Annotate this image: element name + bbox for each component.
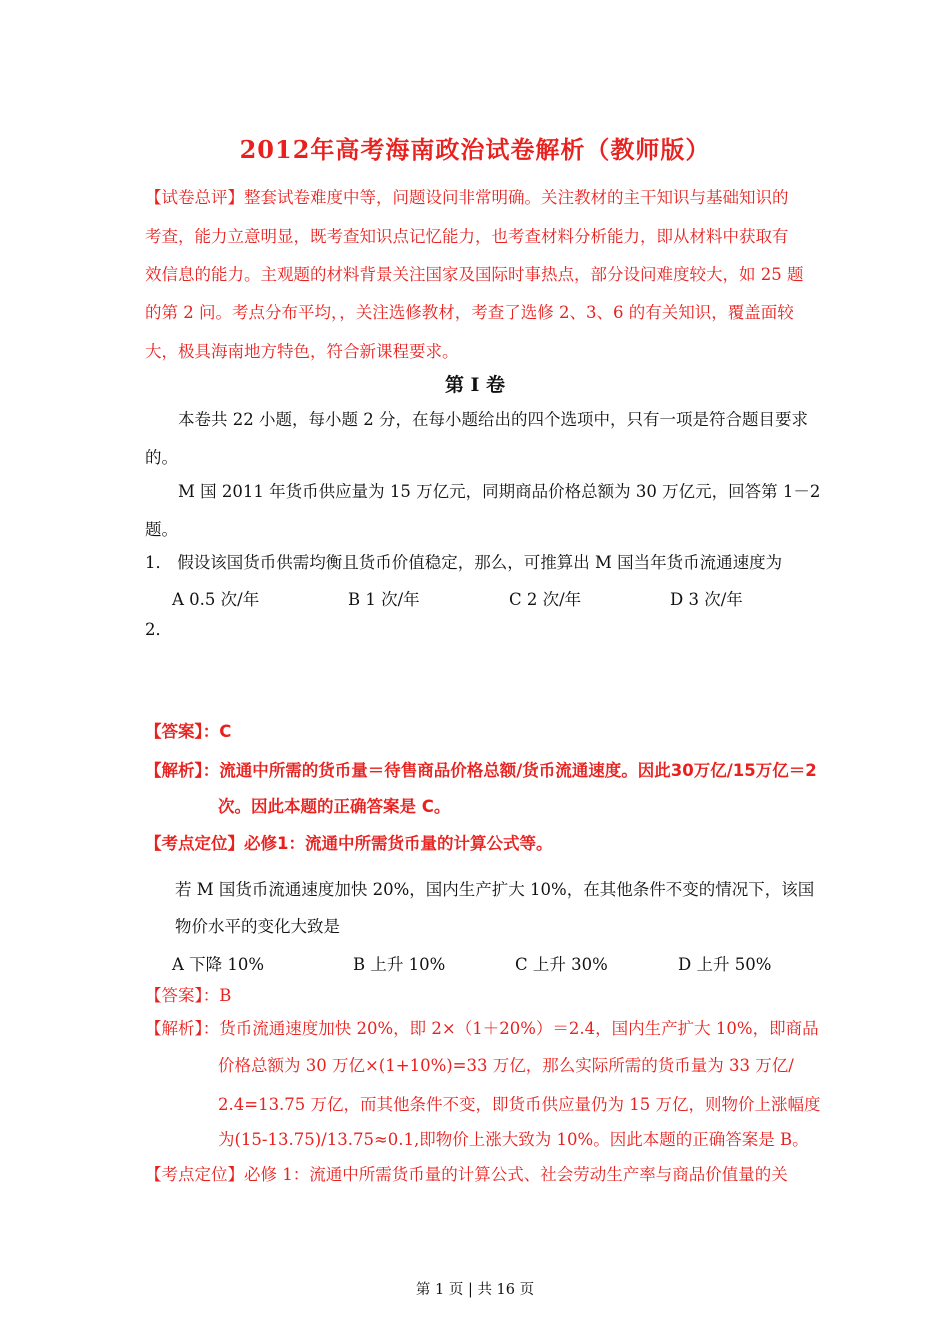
question-1-option-d: D 3 次/年 bbox=[670, 590, 743, 609]
question-2-analysis: 【解析】：货币流通速度加快 20%，即 2×（1＋20%）＝2.4，国内生产扩大 10%，即商品 bbox=[145, 1019, 819, 1038]
question-2-analysis: 2.4=13.75 万亿，而其他条件不变，即货币供应量仍为 15 万亿，则物价上涨幅度 bbox=[218, 1095, 821, 1114]
page-footer: 第 1 页 | 共 16 页 bbox=[415, 1282, 535, 1298]
question-1-answer: 【答案】：C bbox=[145, 722, 232, 741]
question-1-key-point: 【考点定位】必修1：流通中所需货币量的计算公式等。 bbox=[145, 834, 553, 853]
summary-line: 【试卷总评】整套试卷难度中等，问题设问非常明确。关注教材的主干知识与基础知识的 bbox=[145, 188, 789, 207]
question-2-option-c: C 上升 30% bbox=[515, 955, 608, 974]
question-2-analysis: 价格总额为 30 万亿×(1+10%)=33 万亿，那么实际所需的货币量为 33 万亿/ bbox=[218, 1056, 794, 1075]
question-2-analysis: 为(15-13.75)/13.75≈0.1,即物价上涨大致为 10%。因此本题的正确答案是 B。 bbox=[218, 1130, 809, 1149]
summary-line: 大，极具海南地方特色，符合新课程要求。 bbox=[145, 342, 459, 361]
question-2-stem: 物价水平的变化大致是 bbox=[175, 917, 340, 936]
summary-line: 效信息的能力。主观题的材料背景关注国家及国际时事热点，部分设问难度较大，如 25 题 bbox=[145, 265, 804, 284]
question-1-analysis: 次。因此本题的正确答案是 C。 bbox=[218, 797, 451, 816]
question-1-analysis: 【解析】：流通中所需的货币量＝待售商品价格总额/货币流通速度。因此30万亿/15万亿＝2 bbox=[145, 761, 817, 780]
summary-line: 的第 2 问。考点分布平均，，关注选修教材，考查了选修 2、3、6 的有关知识，覆盖面较 bbox=[145, 303, 794, 322]
question-2-option-b: B 上升 10% bbox=[353, 955, 446, 974]
section-heading: 第 I 卷 bbox=[444, 374, 506, 396]
question-1-option-a: A 0.5 次/年 bbox=[172, 590, 260, 609]
material-line: M 国 2011 年货币供应量为 15 万亿元，同期商品价格总额为 30 万亿元，回答第 1－2 bbox=[178, 482, 821, 501]
intro-line: 的。 bbox=[145, 448, 178, 467]
intro-line: 本卷共 22 小题，每小题 2 分，在每小题给出的四个选项中，只有一项是符合题目要求 bbox=[178, 410, 808, 429]
question-1-option-c: C 2 次/年 bbox=[509, 590, 582, 609]
question-2-answer: 【答案】：B bbox=[145, 986, 232, 1005]
question-2-option-d: D 上升 50% bbox=[678, 955, 772, 974]
question-2-stem: 若 M 国货币流通速度加快 20%，国内生产扩大 10%，在其他条件不变的情况下，该国 bbox=[175, 880, 815, 899]
question-2-number: 2． bbox=[145, 620, 172, 639]
document-title: 2012年高考海南政治试卷解析（教师版） bbox=[239, 135, 711, 164]
question-2-key-point: 【考点定位】必修 1：流通中所需货币量的计算公式、社会劳动生产率与商品价值量的关 bbox=[145, 1165, 788, 1184]
question-1-stem: 1． 假设该国货币供需均衡且货币价值稳定，那么，可推算出 M 国当年货币流通速度为 bbox=[145, 553, 783, 572]
question-1-option-b: B 1 次/年 bbox=[348, 590, 420, 609]
question-2-option-a: A 下降 10% bbox=[172, 955, 265, 974]
summary-line: 考查，能力立意明显，既考查知识点记忆能力，也考查材料分析能力，即从材料中获取有 bbox=[145, 227, 789, 246]
material-line: 题。 bbox=[145, 520, 178, 539]
